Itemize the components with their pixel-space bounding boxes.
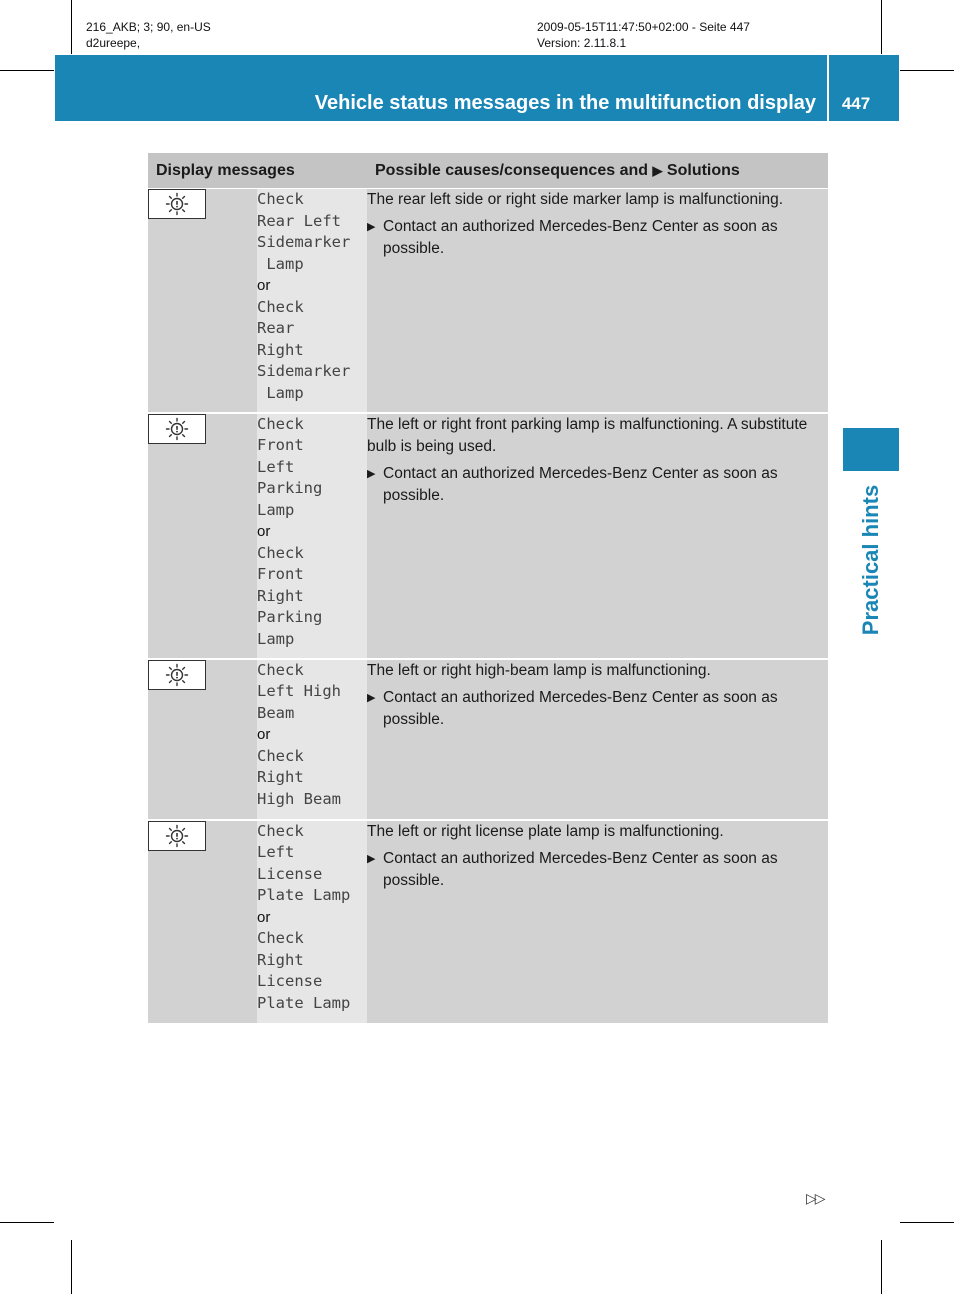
bullet-arrow-icon: ▶ bbox=[367, 221, 376, 233]
or-label: or bbox=[257, 523, 271, 540]
table-header-row bbox=[148, 153, 828, 189]
or-label: or bbox=[257, 908, 271, 926]
causes-solutions-cell bbox=[367, 820, 828, 1024]
solution-text: Contact an authorized Mercedes-Benz Center as soon as possible. bbox=[383, 688, 778, 728]
causes-solutions-cell bbox=[367, 659, 828, 820]
lamp-warning-icon bbox=[148, 189, 206, 219]
lamp-warning-icon bbox=[148, 821, 206, 851]
cause-text: The left or right license plate lamp is malfunctioning. bbox=[367, 822, 724, 840]
display-message-a: Check Rear Left Sidemarker Lamp bbox=[257, 190, 351, 273]
lamp-warning-icon bbox=[148, 414, 206, 444]
header-display-messages: Display messages bbox=[148, 153, 367, 189]
table-row bbox=[148, 659, 828, 820]
crop-mark bbox=[900, 1222, 954, 1223]
display-message-b: Check Rear Right Sidemarker Lamp bbox=[257, 297, 351, 402]
solution-item bbox=[367, 216, 828, 260]
status-message-table bbox=[148, 153, 828, 1025]
solution-text: Contact an authorized Mercedes-Benz Center as soon as possible. bbox=[383, 464, 778, 504]
or-label: or bbox=[257, 726, 271, 743]
header-causes-solutions: Possible causes/consequences and ▶ Solutions bbox=[367, 153, 828, 189]
meta-right-line2: Version: 2.11.8.1 bbox=[537, 36, 627, 50]
display-message-a: Check Left License Plate Lamp bbox=[257, 821, 351, 904]
display-message-a: Check Left High Beam bbox=[257, 660, 341, 722]
crop-mark bbox=[881, 1240, 882, 1294]
meta-right-line1: 2009-05-15T11:47:50+02:00 - Seite 447 bbox=[537, 20, 750, 34]
solution-text: Contact an authorized Mercedes-Benz Center as soon as possible. bbox=[383, 849, 778, 889]
solutions-arrow-icon: ▶ bbox=[652, 162, 663, 178]
crop-mark bbox=[881, 0, 882, 54]
solution-item bbox=[367, 848, 828, 892]
bullet-arrow-icon: ▶ bbox=[367, 467, 376, 480]
table-row bbox=[148, 820, 828, 1024]
section-header bbox=[55, 55, 899, 121]
display-message-cell bbox=[257, 820, 367, 1024]
table-row bbox=[148, 189, 828, 413]
solution-item bbox=[367, 687, 828, 731]
crop-mark bbox=[71, 1240, 72, 1294]
print-meta-right bbox=[537, 19, 750, 51]
display-message-b: Check Right License Plate Lamp bbox=[257, 929, 351, 1012]
display-message-b: Check Front Right Parking Lamp bbox=[257, 543, 323, 648]
display-message-cell bbox=[257, 659, 367, 820]
or-label: or bbox=[257, 277, 271, 294]
bullet-arrow-icon: ▶ bbox=[367, 852, 376, 865]
continue-arrows-icon: ▷▷ bbox=[806, 1190, 824, 1206]
table-row bbox=[148, 413, 828, 659]
crop-mark bbox=[71, 0, 72, 54]
icon-cell bbox=[148, 659, 257, 820]
icon-cell bbox=[148, 820, 257, 1024]
display-message-cell bbox=[257, 189, 367, 413]
causes-solutions-cell bbox=[367, 413, 828, 659]
bullet-arrow-icon: ▶ bbox=[367, 691, 376, 704]
meta-left-line1: 216_AKB; 3; 90, en-US bbox=[86, 20, 211, 34]
header-divider bbox=[827, 55, 829, 121]
page-number: 447 bbox=[841, 94, 871, 113]
side-tab-label: Practical hints bbox=[858, 484, 883, 636]
section-title: Vehicle status messages in the multifunction display bbox=[314, 92, 816, 114]
crop-mark bbox=[0, 1222, 54, 1223]
meta-left-line2: d2ureepe, bbox=[86, 36, 141, 50]
display-message-b: Check Right High Beam bbox=[257, 746, 341, 808]
display-message-a: Check Front Left Parking Lamp bbox=[257, 414, 323, 519]
crop-mark bbox=[900, 70, 954, 71]
solution-text: Contact an authorized Mercedes-Benz Center as soon as possible. bbox=[383, 218, 778, 257]
icon-cell bbox=[148, 413, 257, 659]
solution-item bbox=[367, 463, 828, 507]
cause-text: The rear left side or right side marker lamp is malfunctioning. bbox=[367, 191, 784, 208]
lamp-warning-icon bbox=[148, 660, 206, 690]
causes-solutions-cell bbox=[367, 189, 828, 413]
print-meta-left bbox=[86, 19, 211, 51]
cause-text: The left or right high-beam lamp is malfunctioning. bbox=[367, 661, 711, 679]
icon-cell bbox=[148, 189, 257, 413]
cause-text: The left or right front parking lamp is malfunctioning. A substitute bulb is being used. bbox=[367, 415, 808, 455]
display-message-cell bbox=[257, 413, 367, 659]
crop-mark bbox=[0, 70, 54, 71]
